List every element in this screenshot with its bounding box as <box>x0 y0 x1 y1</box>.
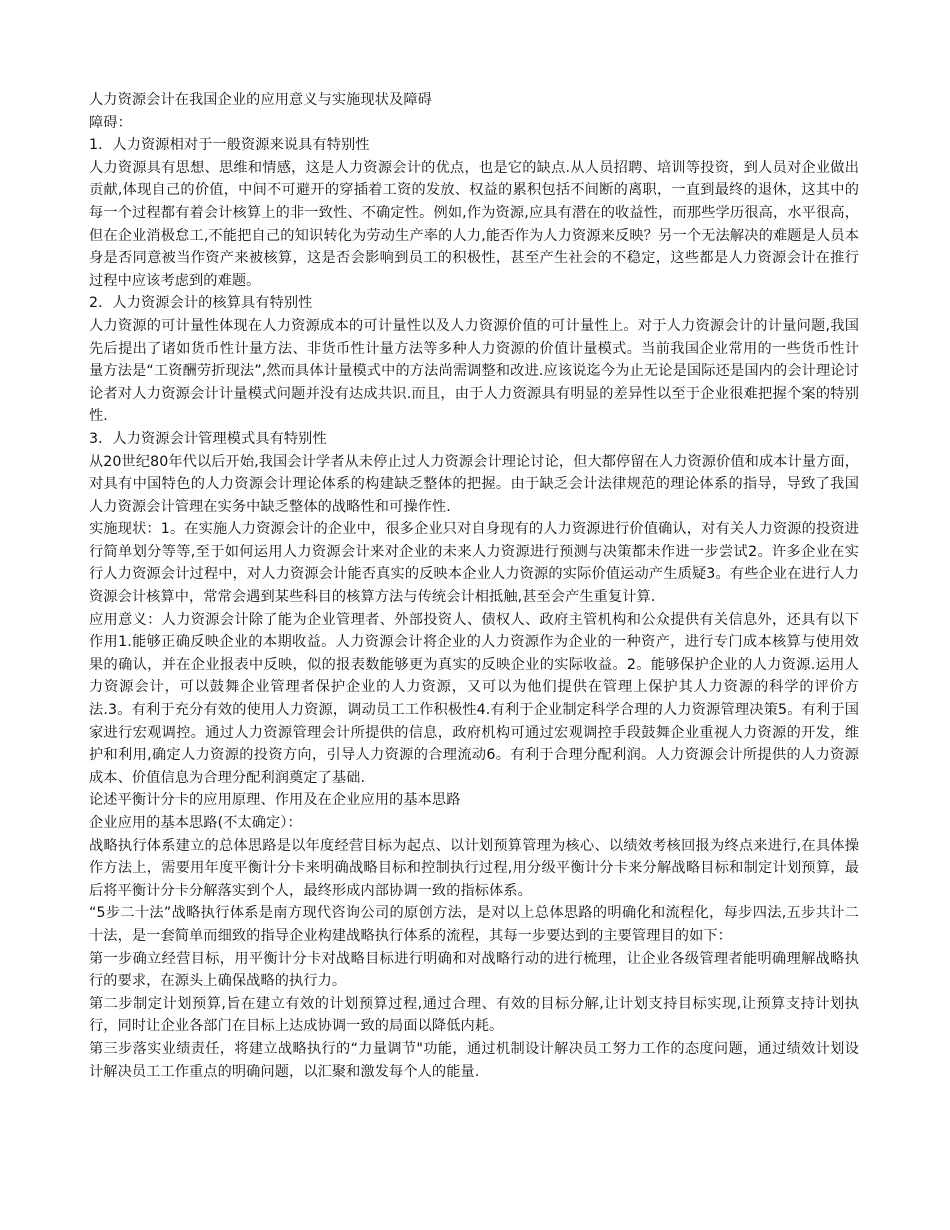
paragraph-bsc-heading: 论述平衡计分卡的应用原理、作用及在企业应用的基本思路 <box>89 792 461 809</box>
paragraph-obstacle-1-body: 人力资源具有思想、思维和情感，这是人力资源会计的优点，也是它的缺点.从人员招聘、培训等投资，到人员对企业做出贡献,体现自己的价值，中间不可避开的穿插着工资的发放、权益的累积包括不间断的离职，一直到最终的退休，这其中的每一个过程都有着会计核算上的非一致性、不确定性。例如,作为资源,应具有潜在的收益性，而那些学历很高，水平很高，但在企业消极怠工,不能把自己的知识转化为劳动生产率的人力,能否作为人力资源来反映？另一个无法解决的难题是人员本身是否同意被当作资产来被核算，这是否会影响到员工的积极性，甚至产生社会的不稳定，这些都是人力资源会计在推行过程中应该考虑到的难题。 <box>89 159 859 289</box>
paragraph-overall-approach: 战略执行体系建立的总体思路是以年度经营目标为起点、以计划预算管理为核心、以绩效考核回报为终点来进行,在具体操作方法上，需要用年度平衡计分卡来明确战略目标和控制执行过程,用分级平衡计分卡来分解战略目标和制定计划预算，最后将平衡计分卡分解落实到个人，最终形成内部协调一致的指标体系。 <box>89 837 859 899</box>
paragraph-five-step-method: “5步二十法”战略执行体系是南方现代咨询公司的原创方法，是对以上总体思路的明确化和流程化，每步四法,五步共计二十法，是一套简单而细致的指导企业构建战略执行体系的流程，其每一步要达到的主要管理目的如下： <box>89 905 859 944</box>
document-title: 人力资源会计在我国企业的应用意义与实施现状及障碍 <box>89 92 432 108</box>
paragraph-obstacles-heading: 障碍： <box>89 114 132 131</box>
paragraph-application-significance: 应用意义：人力资源会计除了能为企业管理者、外部投资人、债权人、政府主管机构和公众提供有关信息外，还具有以下作用1.能够正确反映企业的本期收益。人力资源会计将企业的人力资源作为企业的一种资产，进行专门成本核算与使用效果的确认，并在企业报表中反映，似的报表数能够更为真实的反映企业的实际收益。2。能够保护企业的人力资源.运用人力资源会计，可以鼓舞企业管理者保护企业的人力资源，又可以为他们提供在管理上保护其人力资源的科学的评价方法.3。有利于充分有效的使用人力资源，调动员工工作积极性4.有利于企业制定科学合理的人力资源管理决策5。有利于国家进行宏观调控。通过人力资源管理会计所提供的信息，政府机构可通过宏观调控手段鼓舞企业重视人力资源的开发，维护和利用,确定人力资源的投资方向，引导人力资源的合理流动6。有利于合理分配利润。人力资源会计所提供的人力资源成本、价值信息为合理分配利润奠定了基础. <box>89 611 859 786</box>
paragraph-obstacle-2-body: 人力资源的可计量性体现在人力资源成本的可计量性以及人力资源价值的可计量性上。对于人力资源会计的计量问题,我国先后提出了诸如货币性计量方法、非货币性计量方法等多种人力资源的价值计量模式。当前我国企业常用的一些货币性计量方法是“工资酬劳折现法”,然而具体计量模式中的方法尚需调整和改进.应该说迄今为止无论是国际还是国内的会计理论讨论者对人力资源会计计量模式问题并没有达成共识.而且，由于人力资源具有明显的差异性以至于企业很难把握个案的特别性. <box>89 317 859 425</box>
paragraph-implementation-status: 实施现状：1。在实施人力资源会计的企业中，很多企业只对自身现有的人力资源进行价值确认，对有关人力资源的投资进行简单划分等等,至于如何运用人力资源会计来对企业的未来人力资源进行预测与决策都未作进一步尝试2。许多企业在实行人力资源会计过程中，对人力资源会计能否真实的反映本企业人力资源的实际价值运动产生质疑3。有些企业在进行人力资源会计核算中，常常会遇到某些科目的核算方法与传统会计相抵触,甚至会产生重复计算. <box>89 521 859 606</box>
paragraph-obstacle-2-heading: 2．人力资源会计的核算具有特别性 <box>89 295 313 312</box>
paragraph-basic-approach-heading: 企业应用的基本思路(不太确定）： <box>89 815 302 831</box>
paragraph-step-1: 第一步确立经营目标，用平衡计分卡对战略目标进行明确和对战略行动的进行梳理，让企业各级管理者能明确理解战略执行的要求，在源头上确保战略的执行力。 <box>89 950 859 990</box>
paragraph-step-2: 第二步制定计划预算,旨在建立有效的计划预算过程,通过合理、有效的目标分解,让计划支持目标实现,让预算支持计划执行，同时让企业各部门在目标上达成协调一致的局面以降低内耗。 <box>89 995 859 1035</box>
paragraph-step-3: 第三步落实业绩责任，将建立战略执行的“力量调节"功能，通过机制设计解决员工努力工作的态度问题，通过绩效计划设计解决员工工作重点的明确问题，以汇聚和激发每个人的能量. <box>89 1040 859 1080</box>
paragraph-obstacle-3-body: 从20世纪80年代以后开始,我国会计学者从未停止过人力资源会计理论讨论，但大都停留在人力资源价值和成本计量方面，对具有中国特色的人力资源会计理论体系的构建缺乏整体的把握。由于缺乏会计法律规范的理论体系的指导，导致了我国人力资源会计管理在实务中缺乏整体的战略性和可操作性. <box>89 453 859 515</box>
document-page <box>89 89 859 1083</box>
paragraph-obstacle-3-heading: 3．人力资源会计管理模式具有特别性 <box>89 430 327 447</box>
paragraph-obstacle-1-heading: 1．人力资源相对于一般资源来说具有特别性 <box>89 137 370 154</box>
